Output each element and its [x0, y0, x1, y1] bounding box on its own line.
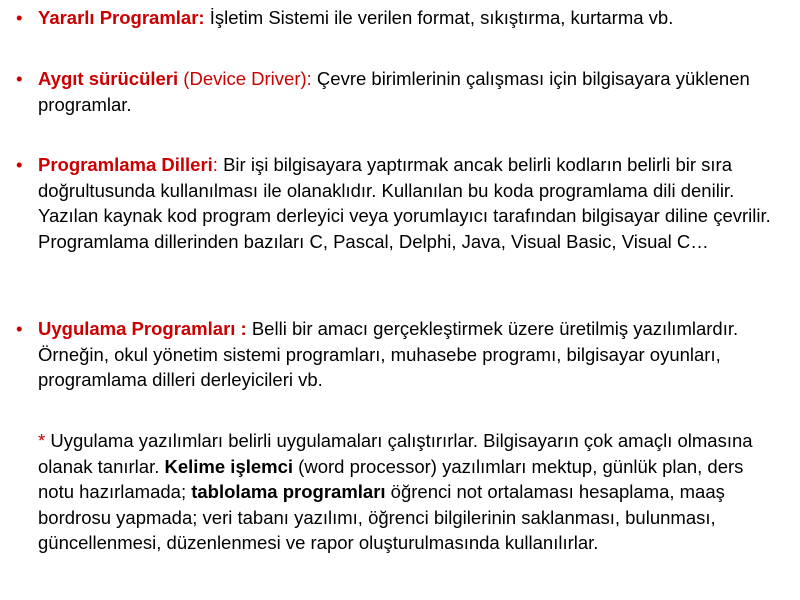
note-bold-tablolama: tablolama programları	[191, 481, 386, 502]
list-item-aygit-suruculeri	[16, 66, 783, 117]
asterisk-icon: *	[38, 430, 46, 451]
item-colon: :	[212, 154, 218, 175]
bullet-icon: •	[16, 318, 23, 339]
bullet-icon: •	[16, 7, 23, 28]
note-text-2: (word processor) yazılımları mektup, günlük plan, ders notu hazırlamada;	[38, 455, 744, 502]
note-text-1: Uygulama yazılımları belirli uygulamaları çalıştırırlar. Bilgisayarın çok amaçlı olmasına olanak tanırlar.	[38, 430, 753, 477]
bullet-icon: •	[16, 68, 23, 89]
note-text-3: öğrenci not ortalaması hesaplama, maaş bordrosu yapmada; veri tabanı yazılımı, öğrenci bilgilerinin saklanması, bulunması, güncellenmesi, düzenlenmesi ve rapor oluşturulmasında kullanılırlar.	[38, 481, 725, 553]
item-text: Belli bir amacı gerçekleştirmek üzere üretilmiş yazılımlardır. Örneğin, okul yönetim sistemi programları, muhasebe programı, bilgisayar oyunları, programlama dilleri derleyicileri vb.	[38, 318, 739, 390]
item-title: Programlama Dilleri	[38, 154, 213, 175]
note-bold-kelime-islemci: Kelime işlemci	[164, 455, 294, 477]
item-title: Aygıt sürücüleri	[38, 68, 179, 89]
item-text: Çevre birimlerinin çalışması için bilgisayara yüklenen programlar.	[38, 68, 750, 115]
note-paragraph	[38, 428, 783, 556]
list-item-programlama-dilleri	[16, 152, 783, 254]
bullet-icon: •	[16, 154, 23, 175]
list-item-uygulama-programlari	[16, 316, 783, 393]
item-text: Bir işi bilgisayara yaptırmak ancak belirli kodların belirli bir sıra doğrultusunda kullanılması ile olanaklıdır. Kullanılan bu koda programlama dili denilir. Yazılan kaynak kod program derleyici veya yorumlayıcı tarafından bilgisayar diline çevrilir. Programlama dillerinden bazıları C, Pascal, Delphi, Java, Visual Basic, Visual C…	[38, 154, 771, 252]
item-text: İşletim Sistemi ile verilen format, sıkıştırma, kurtarma vb.	[204, 7, 674, 28]
list-item-yararli-programlar	[16, 5, 783, 31]
item-title: Yararlı Programlar:	[38, 7, 205, 28]
item-title: Uygulama Programları :	[38, 318, 247, 339]
item-subtitle: (Device Driver):	[178, 68, 312, 89]
